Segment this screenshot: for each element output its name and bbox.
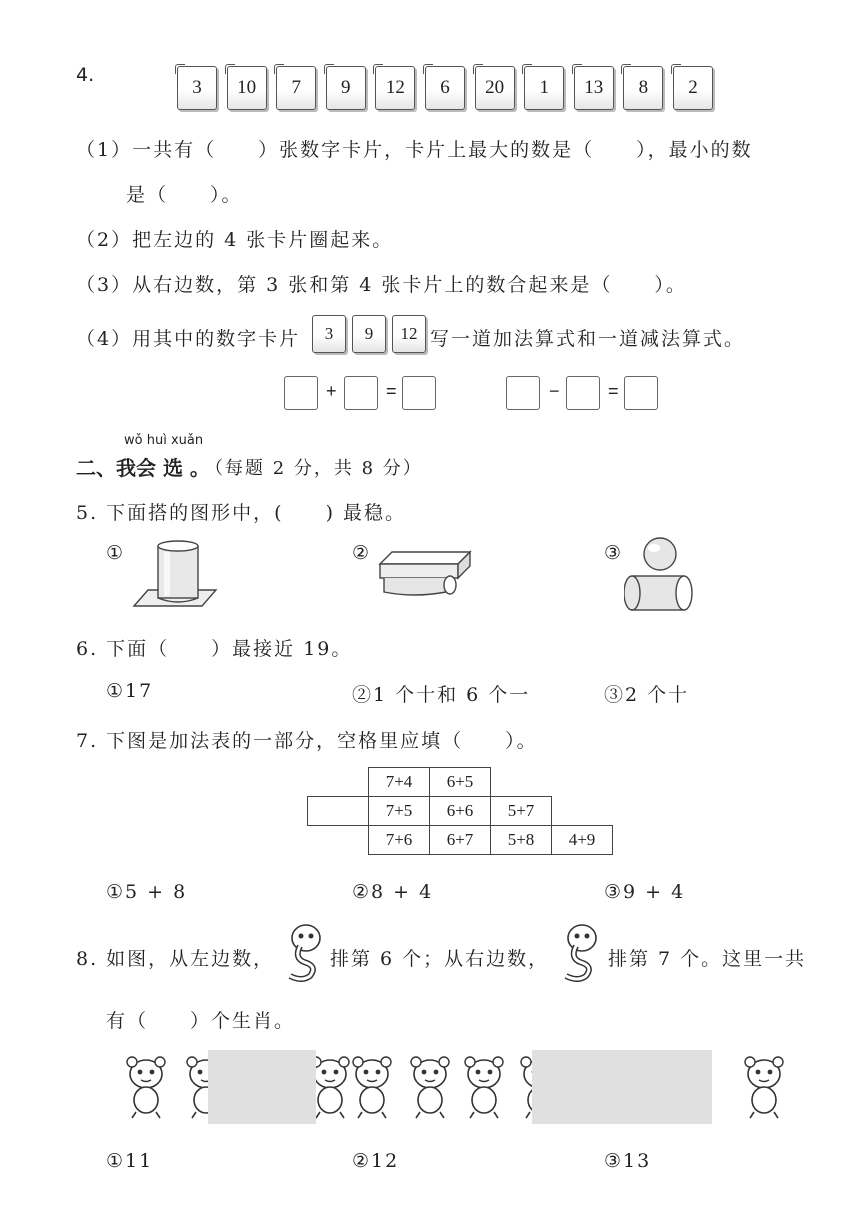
blank-answer-cell[interactable] [308,797,369,826]
snake-icon [402,1054,458,1120]
q4-part4-end: 写一道加法算式和一道减法算式。 [430,328,746,350]
table-cell: 6+6 [430,797,491,826]
small-card-3: 3 [312,315,346,353]
minuend-box[interactable] [506,376,540,410]
number-card: 20 [475,66,515,110]
hidden-animals-mask-right [532,1050,712,1124]
question-7: 7. 下图是加法表的一部分，空格里应填（ ）。 [76,730,538,752]
board-on-cylinder-icon [374,546,474,602]
question-4-number: 4. [76,64,95,86]
question-8-part-c: 排第 7 个。这里一共 [608,948,807,970]
equals-sign-2: = [608,381,619,401]
number-card: 7 [276,66,316,110]
section-pinyin: wǒ huì xuǎn [124,433,204,448]
cylinder-on-board-icon [126,536,222,616]
question-8-part-a: 8. 如图，从左边数， [76,948,275,970]
snake-icon [284,922,328,982]
number-card: 1 [524,66,564,110]
q4-part2: （2）把左边的 4 张卡片圈起来。 [76,229,394,251]
table-cell: 5+7 [491,797,552,826]
plus-sign: + [326,381,337,401]
q7-option-1[interactable]: ①5 + 8 [106,881,188,903]
q7-option-2[interactable]: ②8 + 4 [352,881,434,903]
table-cell: 6+7 [430,826,491,855]
number-card: 3 [177,66,217,110]
q7-option-3[interactable]: ③9 + 4 [604,881,686,903]
number-card: 8 [623,66,663,110]
q8-option-2[interactable]: ②12 [352,1150,400,1172]
question-5: 5. 下面搭的图形中，( ) 最稳。 [76,502,407,524]
q6-option-2[interactable]: ②1 个十和 6 个一 [352,684,531,706]
q5-option-1-label[interactable]: ① [106,542,126,564]
number-card: 6 [425,66,465,110]
q4-part3: （3）从右边数，第 3 张和第 4 张卡片上的数合起来是（ ）。 [76,274,687,296]
subtrahend-box[interactable] [566,376,600,410]
question-8-part-d: 有（ ）个生肖。 [106,1010,296,1032]
number-card: 2 [673,66,713,110]
addend-box-2[interactable] [344,376,378,410]
table-cell: 5+8 [491,826,552,855]
q5-option-2-label[interactable]: ② [352,542,372,564]
rat-icon [118,1054,174,1120]
difference-box[interactable] [624,376,658,410]
hidden-animals-mask-left [208,1050,316,1124]
section-title: 二、我会 选 。 [76,456,210,480]
minus-sign: − [549,381,560,401]
q8-option-3[interactable]: ③13 [604,1150,652,1172]
sum-box[interactable] [402,376,436,410]
q6-option-3[interactable]: ③2 个十 [604,684,690,706]
q4-part1-line2: 是（ ）。 [126,184,243,206]
q4-part1-line1: （1）一共有（ ）张数字卡片，卡片上最大的数是（ ），最小的数 [76,139,753,161]
table-cell: 7+4 [369,768,430,797]
dragon-icon [344,1054,400,1120]
small-card-9: 9 [352,315,386,353]
q8-option-1[interactable]: ①11 [106,1150,154,1172]
ball-on-cylinder-icon [624,536,696,616]
q5-option-3-label[interactable]: ③ [604,542,624,564]
equals-sign-1: = [386,381,397,401]
q6-option-1[interactable]: ①17 [106,680,154,702]
table-cell: 7+5 [369,797,430,826]
question-6: 6. 下面（ ）最接近 19。 [76,638,353,660]
snake-icon [560,922,604,982]
q4-part4-start: （4）用其中的数字卡片 [76,328,301,350]
question-8-part-b: 排第 6 个；从右边数， [330,948,550,970]
table-cell: 6+5 [430,768,491,797]
number-card: 13 [574,66,614,110]
number-card: 9 [326,66,366,110]
section-note: （每题 2 分，共 8 分） [205,458,423,479]
horse-icon [456,1054,512,1120]
table-cell: 4+9 [552,826,613,855]
pig-icon [736,1054,792,1120]
number-card: 12 [375,66,415,110]
table-cell: 7+6 [369,826,430,855]
addend-box-1[interactable] [284,376,318,410]
small-card-12: 12 [392,315,426,353]
addition-table [307,767,613,855]
number-card: 10 [227,66,267,110]
